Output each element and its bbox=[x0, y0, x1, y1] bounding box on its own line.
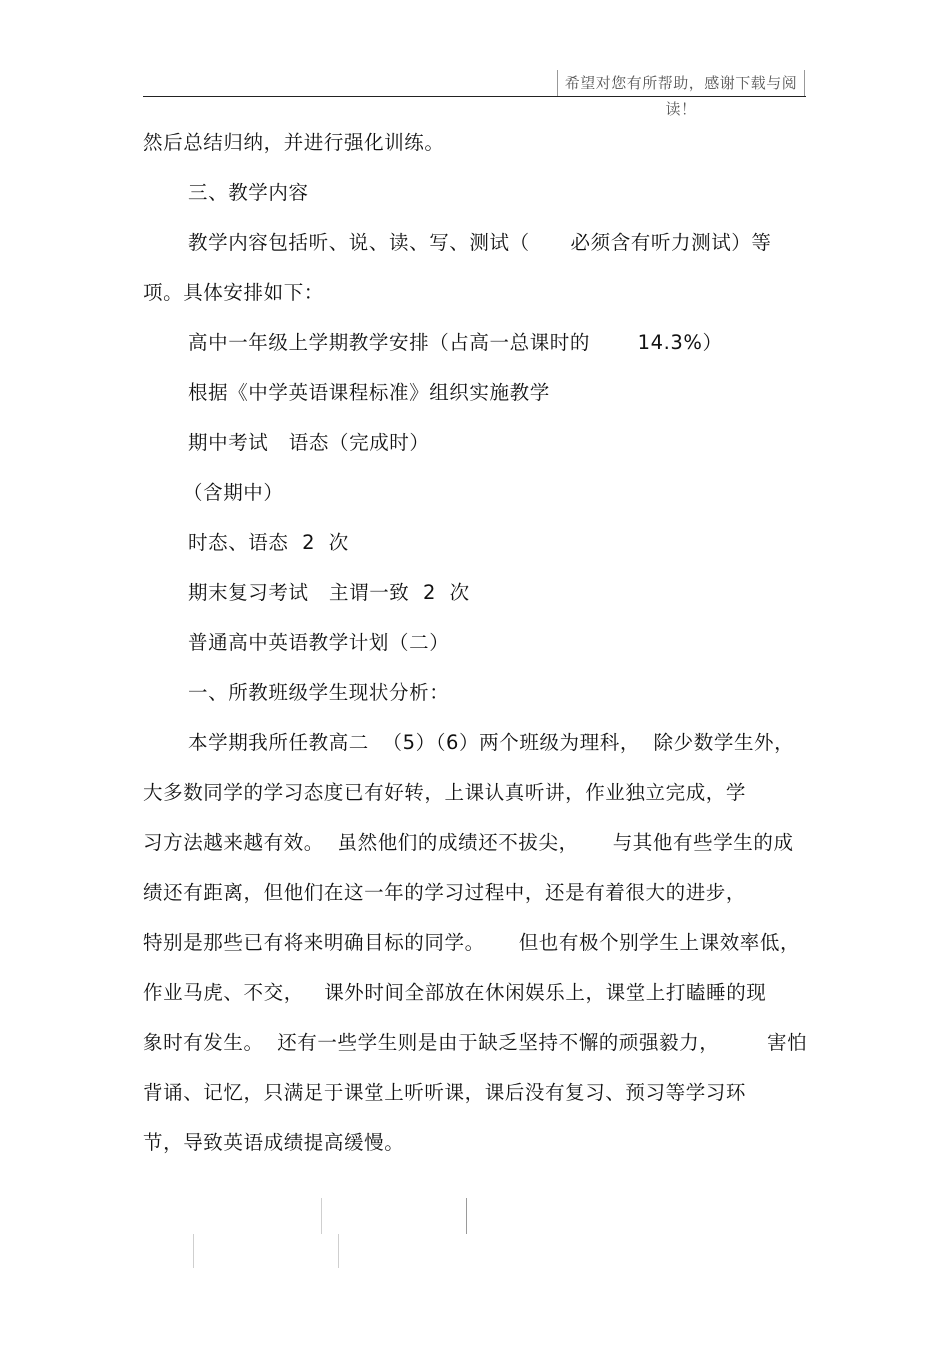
paragraph-line: 期中考试 语态（完成时） bbox=[188, 431, 430, 454]
paragraph-line: 习方法越来越有效。 虽然他们的成绩还不拔尖， 与其他有些学生的成 bbox=[143, 831, 794, 854]
section-heading: 三、教学内容 bbox=[188, 181, 309, 204]
table-border-fragment bbox=[193, 1234, 194, 1268]
document-title: 普通高中英语教学计划（二） bbox=[188, 631, 450, 654]
table-border-fragment bbox=[466, 1198, 467, 1234]
header-note: 希望对您有所帮助，感谢下载与阅读！ bbox=[557, 70, 805, 96]
paragraph-line: 节，导致英语成绩提高缓慢。 bbox=[143, 1131, 405, 1154]
paragraph-line: 教学内容包括听、说、读、写、测试（ 必须含有听力测试）等 bbox=[188, 231, 772, 254]
paragraph-line: 项。具体安排如下： bbox=[143, 281, 324, 304]
paragraph-line: 作业马虎、不交， 课外时间全部放在休闲娱乐上，课堂上打瞌睡的现 bbox=[143, 981, 767, 1004]
paragraph-line: 然后总结归纳，并进行强化训练。 bbox=[143, 131, 445, 154]
header-rule bbox=[143, 96, 806, 97]
paragraph-line: 期末复习考试 主谓一致 2 次 bbox=[188, 581, 470, 604]
paragraph-line: 大多数同学的学习态度已有好转，上课认真听讲，作业独立完成，学 bbox=[143, 781, 747, 804]
paragraph-line: 根据《中学英语课程标准》组织实施教学 bbox=[188, 381, 550, 404]
paragraph-line: 特别是那些已有将来明确目标的同学。 但也有极个别学生上课效率低， bbox=[143, 931, 801, 954]
paragraph-line: （含期中） bbox=[183, 481, 284, 504]
paragraph-line: 背诵、记忆，只满足于课堂上听听课，课后没有复习、预习等学习环 bbox=[143, 1081, 747, 1104]
section-heading: 一、所教班级学生现状分析： bbox=[188, 681, 450, 704]
paragraph-line: 绩还有距离，但他们在这一年的学习过程中，还是有着很大的进步， bbox=[143, 881, 747, 904]
paragraph-line: 时态、语态 2 次 bbox=[188, 531, 349, 554]
table-border-fragment bbox=[321, 1198, 322, 1234]
table-border-fragment bbox=[338, 1234, 339, 1268]
paragraph-line: 高中一年级上学期教学安排（占高一总课时的 14.3%） bbox=[188, 331, 723, 354]
paragraph-line: 象时有发生。 还有一些学生则是由于缺乏坚持不懈的顽强毅力， 害怕 bbox=[143, 1031, 808, 1054]
paragraph-line: 本学期我所任教高二 （5）（6）两个班级为理科， 除少数学生外， bbox=[188, 731, 795, 754]
